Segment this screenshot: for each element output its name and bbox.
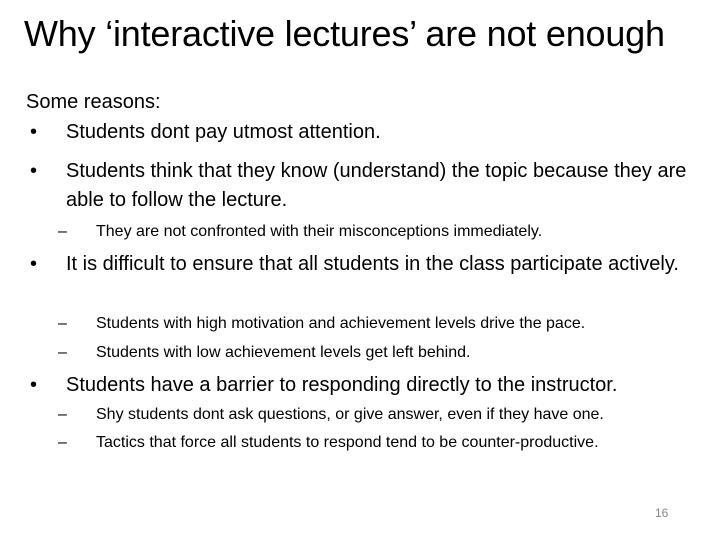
bullet-text: Students have a barrier to responding directly to the instructor. xyxy=(66,374,618,396)
bullet-marker: • xyxy=(30,121,38,143)
intro-text: Some reasons: xyxy=(26,91,161,113)
bullet-marker: • xyxy=(30,253,38,275)
sub-bullet-marker: – xyxy=(58,406,67,423)
sub-bullet-marker: – xyxy=(58,344,67,361)
bullet-text: Students think that they know (understand) the topic because they are able to follow the lecture. xyxy=(66,160,687,211)
sub-bullet-marker: – xyxy=(58,434,67,451)
sub-bullet-text: Students with low achievement levels get left behind. xyxy=(96,344,471,361)
bullet-marker: • xyxy=(30,374,38,396)
sub-bullet-text: Students with high motivation and achievement levels drive the pace. xyxy=(96,315,586,332)
bullet-marker: • xyxy=(30,160,38,182)
bullet-text: Students dont pay utmost attention. xyxy=(66,121,381,143)
sub-bullet-text: Shy students dont ask questions, or give answer, even if they have one. xyxy=(96,406,604,423)
page-number: 16 xyxy=(655,506,669,520)
bullet-text: It is difficult to ensure that all students in the class participate actively. xyxy=(66,253,679,275)
slide-title: Why ‘interactive lectures’ are not enough xyxy=(24,13,665,54)
sub-bullet-text: They are not confronted with their misconceptions immediately. xyxy=(96,223,543,240)
sub-bullet-marker: – xyxy=(58,223,67,240)
sub-bullet-text: Tactics that force all students to respond tend to be counter-productive. xyxy=(96,434,599,451)
sub-bullet-marker: – xyxy=(58,315,67,332)
